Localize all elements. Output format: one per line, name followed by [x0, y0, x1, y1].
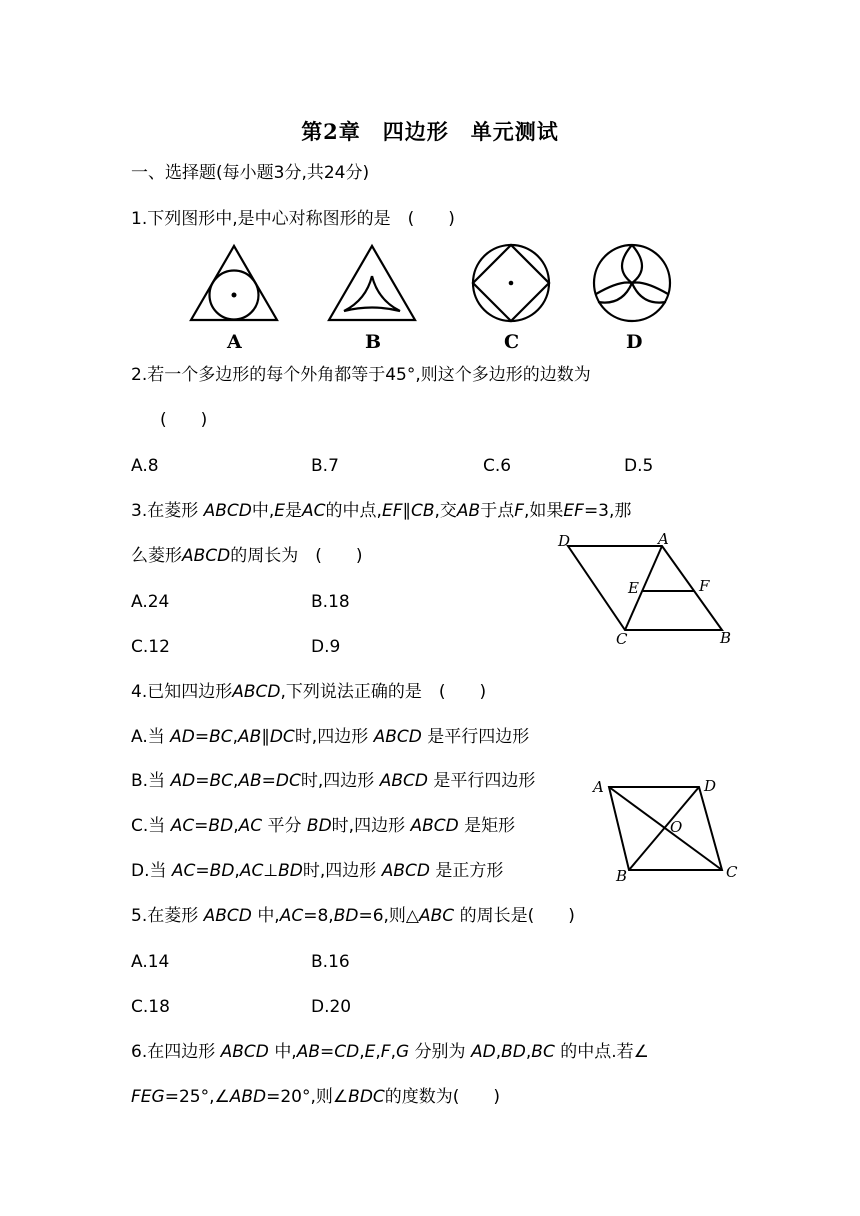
question-2-stem-line2: ( ) [160, 410, 208, 430]
q3-point-c: C [616, 630, 628, 648]
q4-point-b: B [616, 867, 628, 885]
question-3-option-b: B.18 [311, 592, 350, 612]
question-4-option-a: A.当 AD=BC,AB∥DC时,四边形 ABCD 是平行四边形 [131, 727, 530, 747]
question-2-option-c: C.6 [483, 456, 512, 476]
question-5-option-a: A.14 [131, 952, 170, 972]
page-title: 第2章 四边形 单元测试 [301, 119, 559, 144]
question-5-option-d: D.20 [311, 997, 352, 1017]
question-3-option-d: D.9 [311, 637, 341, 657]
q3-point-a: A [658, 530, 669, 548]
question-2-option-d: D.5 [624, 456, 654, 476]
question-2-option-b: B.7 [311, 456, 339, 476]
q4-point-c: C [726, 863, 738, 881]
q4-parallelogram-figure [588, 770, 748, 885]
figure-label-b: B [365, 331, 382, 353]
figure-c-center-dot [509, 281, 514, 286]
question-1-stem: 1.下列图形中,是中心对称图形的是 ( ) [131, 209, 455, 229]
figure-label-d: D [626, 331, 643, 353]
question-4-stem: 4.已知四边形ABCD,下列说法正确的是 ( ) [131, 682, 487, 702]
q3-rhombus-figure [552, 530, 742, 650]
q3-point-b: B [720, 629, 732, 647]
figure-d [594, 245, 670, 321]
question-5-option-b: B.16 [311, 952, 350, 972]
question-5-option-c: C.18 [131, 997, 170, 1017]
question-4-option-b: B.当 AD=BC,AB=DC时,四边形 ABCD 是平行四边形 [131, 771, 536, 791]
question-3-option-a: A.24 [131, 592, 170, 612]
question-3-option-c: C.12 [131, 637, 170, 657]
question-4-option-d: D.当 AC=BD,AC⊥BD时,四边形 ABCD 是正方形 [131, 861, 504, 881]
question-3-stem-line2: 么菱形ABCD的周长为 ( ) [131, 546, 363, 566]
question-6-stem-line2: FEG=25°,∠ABD=20°,则∠BDC的度数为( ) [131, 1087, 501, 1107]
q3-point-d: D [558, 532, 571, 550]
question-3-stem-line1: 3.在菱形 ABCD中,E是AC的中点,EF∥CB,交AB于点F,如果EF=3,那 [131, 501, 632, 521]
figure-label-c: C [504, 331, 520, 353]
q4-point-a: A [593, 778, 604, 796]
q4-point-o: O [670, 818, 683, 836]
q4-point-d: D [704, 777, 717, 795]
q1-figures [180, 240, 700, 355]
q3-point-e: E [628, 579, 639, 597]
section-heading: 一、选择题(每小题3分,共24分) [131, 163, 370, 183]
figure-a-center-dot [232, 293, 237, 298]
question-4-option-c: C.当 AC=BD,AC 平分 BD时,四边形 ABCD 是矩形 [131, 816, 516, 836]
question-2-stem-line1: 2.若一个多边形的每个外角都等于45°,则这个多边形的边数为 [131, 365, 591, 385]
figure-b [329, 246, 415, 320]
q3-point-f: F [699, 577, 710, 595]
question-6-stem-line1: 6.在四边形 ABCD 中,AB=CD,E,F,G 分别为 AD,BD,BC 的中点.若∠ [131, 1042, 649, 1062]
question-5-stem: 5.在菱形 ABCD 中,AC=8,BD=6,则△ABC 的周长是( ) [131, 906, 575, 926]
figure-a [191, 246, 277, 320]
figure-label-a: A [227, 331, 242, 353]
question-2-option-a: A.8 [131, 456, 159, 476]
